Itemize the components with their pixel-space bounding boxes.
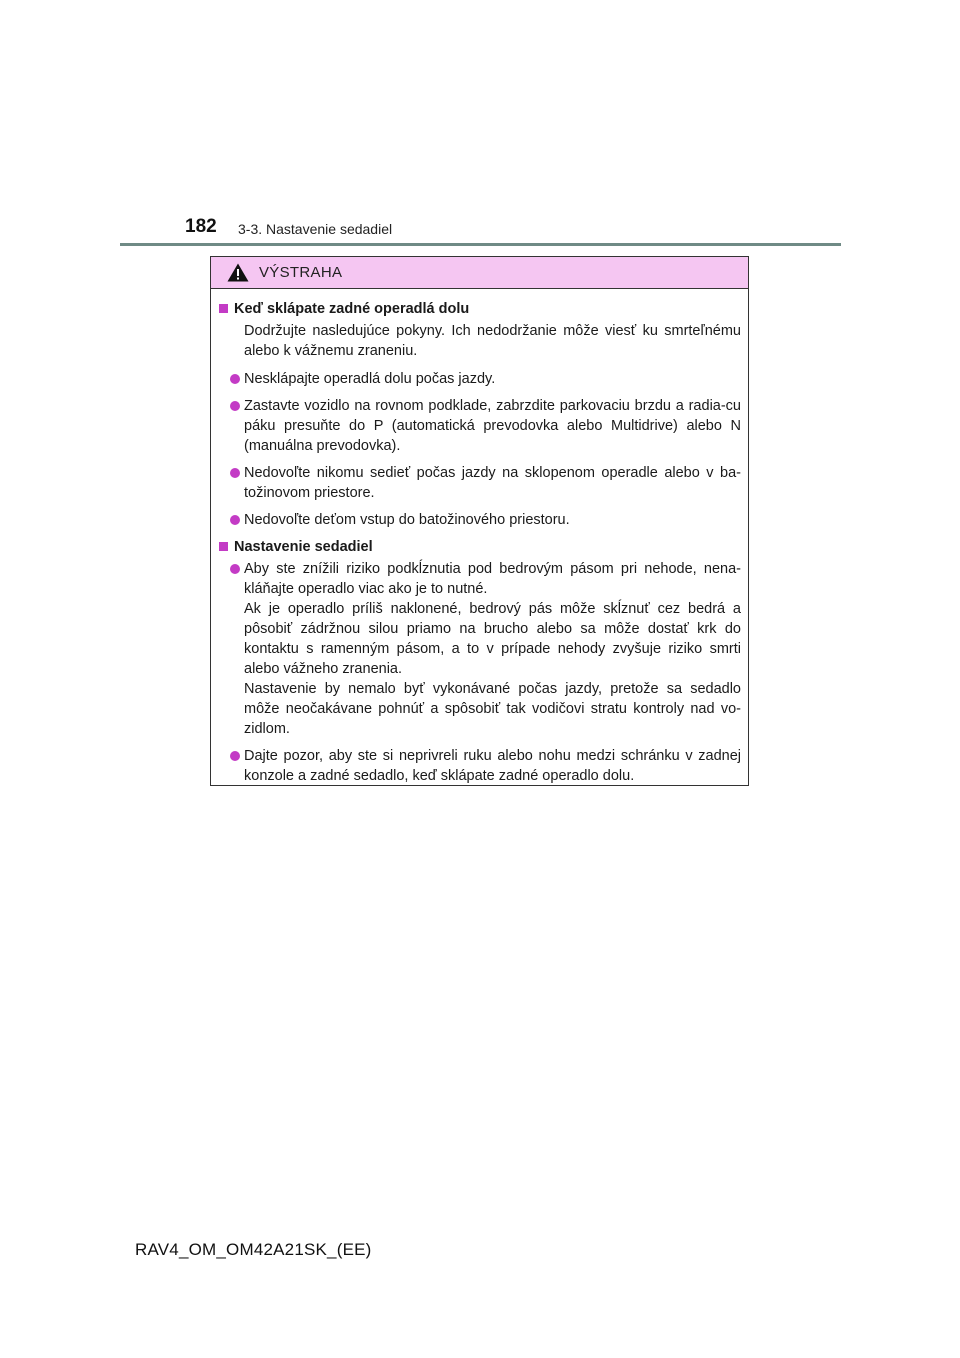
paragraph: Aby ste znížili riziko podkĺznutia pod bedrovým pásom pri nehode, nena-kláňajte operadlo viac ako je to nutné.	[244, 561, 741, 597]
list-item-text: Dajte pozor, aby ste si neprivreli ruku alebo nohu medzi schránku v zadnej konzole a zadné sedadlo, keď sklápate zadné operadlo dolu.	[244, 748, 741, 784]
section-intro: Dodržujte nasledujúce pokyny. Ich nedodržanie môže viesť ku smrteľnému alebo k vážnemu zraneniu.	[244, 323, 741, 359]
bullet-icon	[230, 515, 240, 525]
list-item-text: Nedovoľte deťom vstup do batožinového priestoru.	[244, 512, 570, 528]
list-item-text	[244, 559, 741, 739]
bullet-icon	[230, 751, 240, 761]
bullet-icon	[230, 401, 240, 411]
list-item-text: Nedovoľte nikomu sedieť počas jazdy na sklopenom operadle alebo v ba-tožinovom priestore.	[244, 465, 741, 501]
paragraph: Nastavenie by nemalo byť vykonávané počas jazdy, pretože sa sedadlo môže neočakávane pohnúť a spôsobiť tak vodičovi stratu kontroly nad vo-zidlom.	[244, 681, 741, 737]
page-number: 182	[185, 216, 217, 237]
square-bullet-icon	[219, 542, 228, 551]
warning-header	[211, 257, 748, 289]
warning-triangle-icon	[227, 263, 249, 282]
list-item	[217, 396, 741, 456]
document-code: RAV4_OM_OM42A21SK_(EE)	[135, 1240, 372, 1259]
bullet-icon	[230, 468, 240, 478]
list-item	[217, 559, 741, 739]
warning-body	[211, 289, 748, 786]
paragraph: Ak je operadlo príliš naklonené, bedrový pás môže skĺznuť cez bedrá a pôsobiť zádržnou silou priamo na brucho alebo sa môže dostať krk do kontaktu s ramenným pásom, a to v prípade nehody zvyšuje riziko smrti alebo vážneho zranenia.	[244, 601, 741, 677]
section-heading-text: Keď sklápate zadné operadlá dolu	[234, 301, 470, 317]
bullet-icon	[230, 564, 240, 574]
list-item	[217, 746, 741, 786]
list-item	[217, 369, 741, 389]
warning-title: VÝSTRAHA	[259, 264, 343, 281]
section-heading-folding	[217, 299, 741, 319]
square-bullet-icon	[219, 304, 228, 313]
list-item-text: Nesklápajte operadlá dolu počas jazdy.	[244, 371, 496, 387]
list-item-text: Zastavte vozidlo na rovnom podklade, zabrzdite parkovaciu brzdu a radia-cu páku presuňte do P (automatická prevodovka alebo Multidrive) alebo N (manuálna prevodovka).	[244, 398, 741, 454]
bullet-icon	[230, 374, 240, 384]
section-heading-seat-adjust	[217, 537, 741, 557]
section-heading-text: Nastavenie sedadiel	[234, 539, 373, 555]
header-divider	[120, 243, 841, 246]
list-item	[217, 510, 741, 530]
list-item	[217, 463, 741, 503]
warning-box	[210, 256, 749, 786]
section-title: 3-3. Nastavenie sedadiel	[238, 221, 393, 237]
